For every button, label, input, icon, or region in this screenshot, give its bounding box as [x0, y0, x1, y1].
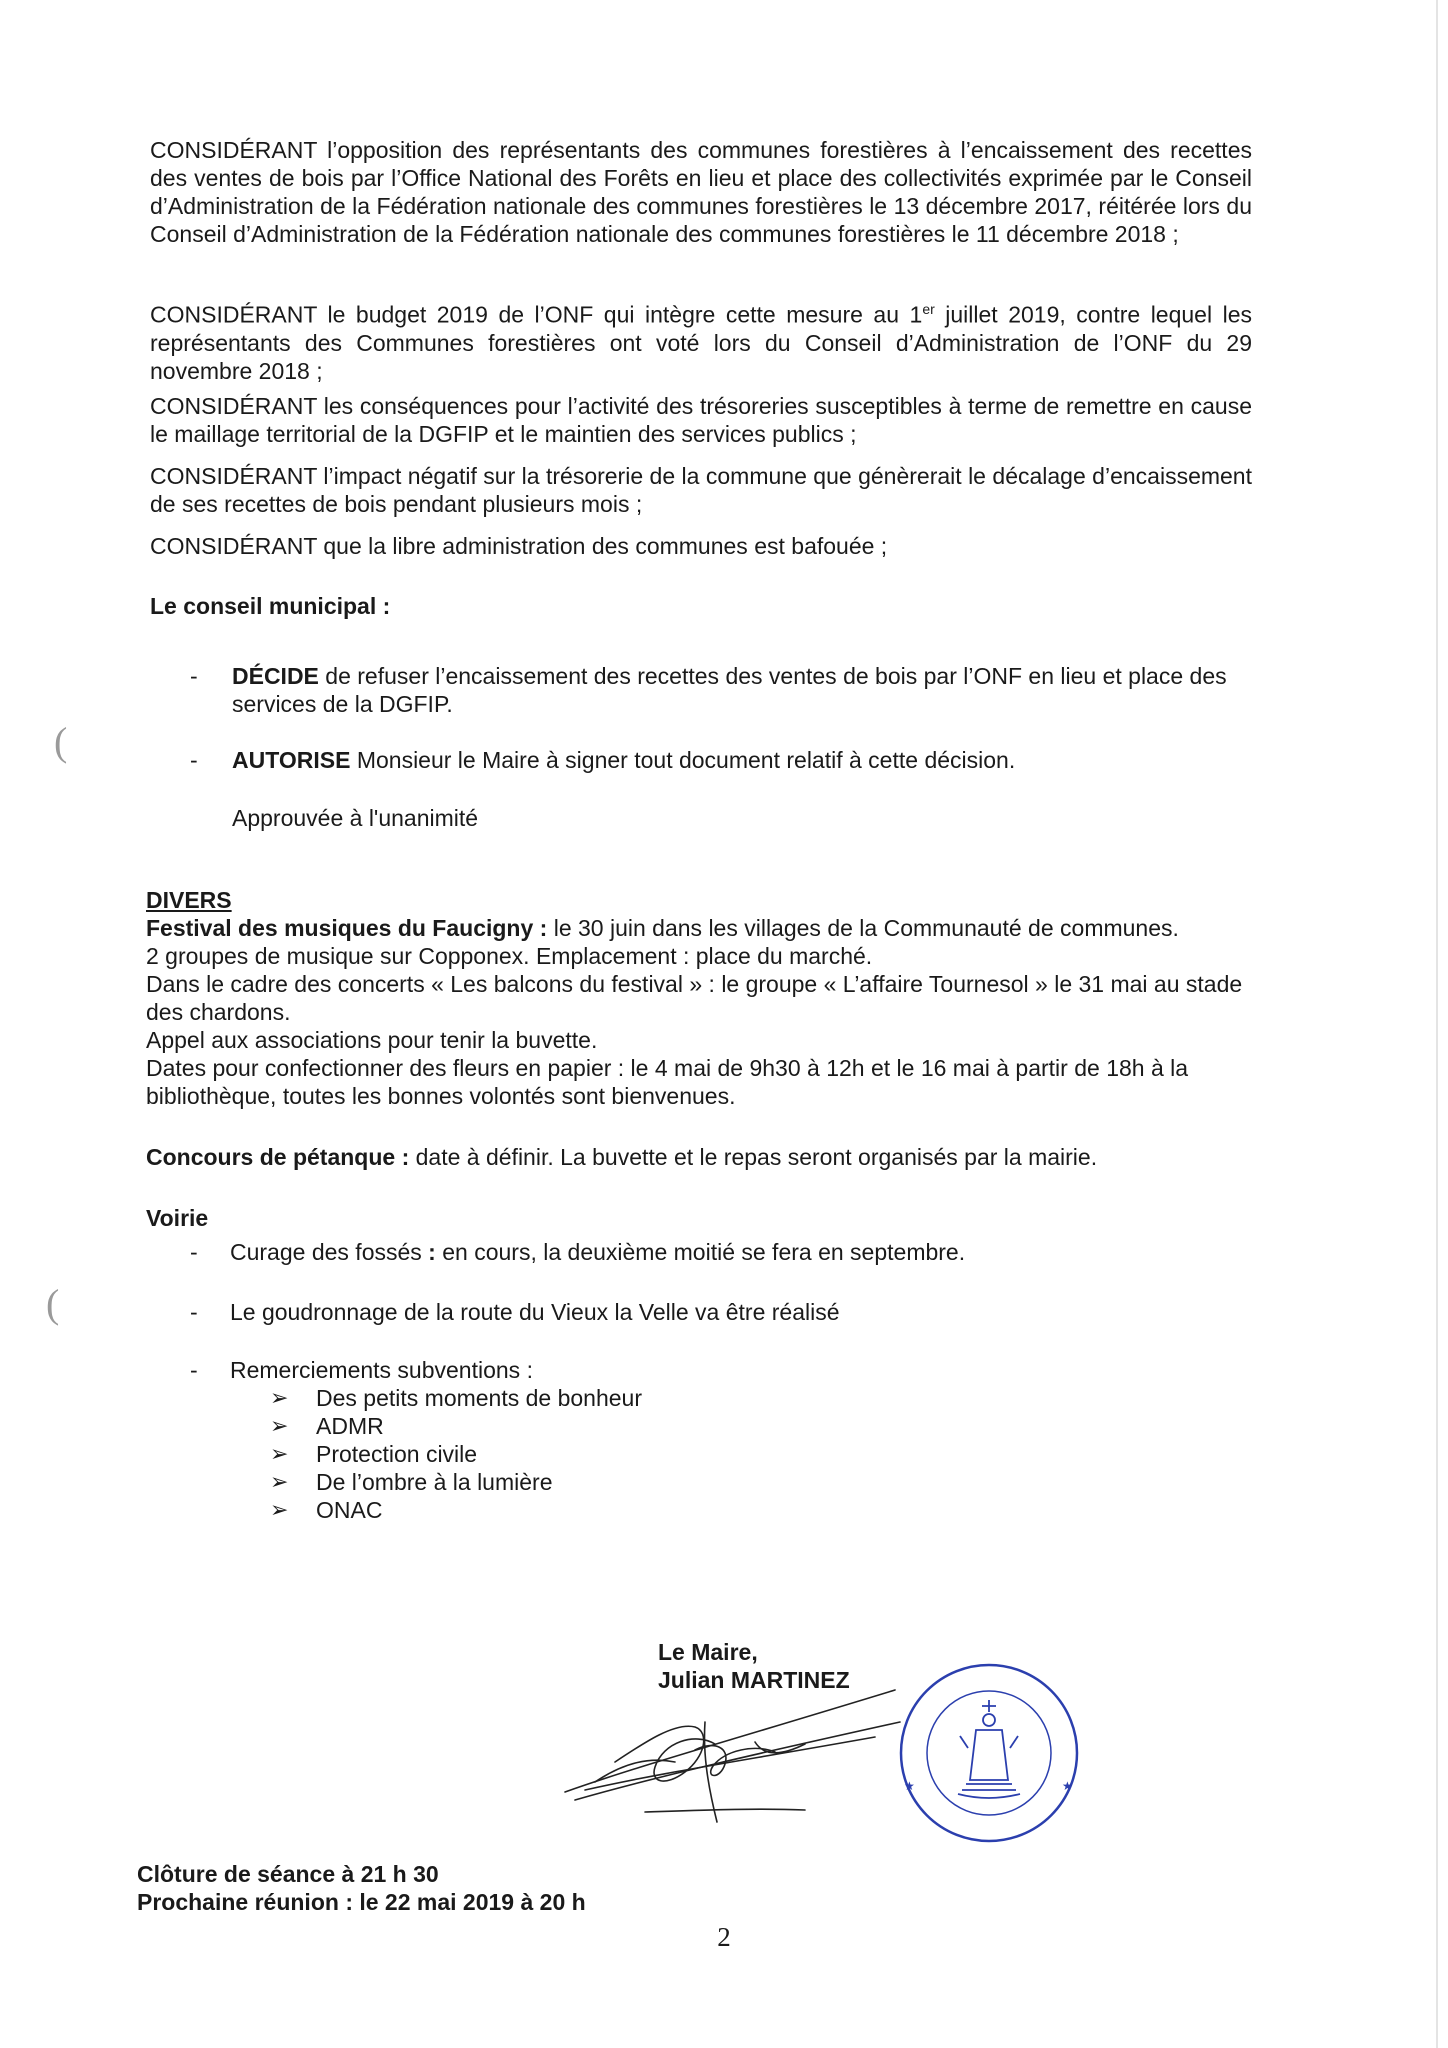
- dash-bullet: -: [190, 663, 198, 689]
- subvention-item: De l’ombre à la lumière: [316, 1469, 553, 1495]
- subvention-item: Protection civile: [316, 1441, 478, 1467]
- festival-line-2: 2 groupes de musique sur Copponex. Emplacement : place du marché.: [146, 943, 873, 969]
- signature-scribble: [555, 1682, 905, 1832]
- divers-heading: DIVERS: [146, 887, 232, 913]
- dash-bullet: -: [190, 1239, 198, 1265]
- arrow-bullet-icon: ➢: [270, 1441, 289, 1466]
- page-number: 2: [717, 1922, 731, 1952]
- scan-mark: (: [46, 1281, 60, 1326]
- goudronnage-item: Le goudronnage de la route du Vieux la Velle va être réalisé: [230, 1299, 840, 1325]
- petanque-paragraph: [146, 1143, 1248, 1171]
- arrow-bullet-icon: ➢: [270, 1413, 289, 1438]
- curage-text: en cours, la deuxième moitié se fera en septembre.: [435, 1239, 966, 1265]
- page-edge: [1436, 0, 1438, 2048]
- considerant-1: CONSIDÉRANT l’opposition des représentants des communes forestières à l’encaissement des recettes des ventes de bois par l’Office National des Forêts en lieu et place des collectivités exprimée par le Conseil d’Administration de la Fédération nationale des communes forestières le 13 décembre 2017, réitérée lors du Conseil d’Administration de la Fédération nationale des communes forestières le 11 décembre 2018 ;: [150, 137, 1252, 247]
- petanque-label: Concours de pétanque :: [146, 1144, 410, 1170]
- arrow-bullet-icon: ➢: [270, 1497, 289, 1522]
- star-icon: [904, 1779, 1073, 1793]
- authorise-text: Monsieur le Maire à signer tout document relatif à cette décision.: [350, 747, 1016, 773]
- subvention-item: Des petits moments de bonheur: [316, 1385, 643, 1411]
- remerciements-item: Remerciements subventions :: [230, 1357, 533, 1383]
- approval-text: Approuvée à l'unanimité: [232, 805, 479, 831]
- council-heading: Le conseil municipal :: [150, 593, 391, 619]
- stamp-rings: [901, 1665, 1077, 1841]
- curage-colon: :: [421, 1239, 436, 1265]
- signatory-name: Julian MARTINEZ: [658, 1667, 850, 1693]
- considerant-2-part-b: juillet 2019, contre lequel les représentants des Communes forestières ont voté lors du Conseil d’Administration de l’ONF du 29 novembre 2018 ;: [150, 301, 1252, 384]
- festival-line-3: Dans le cadre des concerts « Les balcons du festival » : le groupe « L’affaire Tournesol » le 31 mai au stade des chardons.: [146, 971, 1243, 1025]
- dash-bullet: -: [190, 1357, 198, 1383]
- subvention-item: ADMR: [316, 1413, 384, 1439]
- decide-keyword: DÉCIDE: [232, 663, 319, 689]
- voirie-heading: Voirie: [146, 1205, 209, 1231]
- considerant-3: CONSIDÉRANT les conséquences pour l’activité des trésoreries susceptibles à terme de remettre en cause le maillage territorial de la DGFIP et le maintien des services publics ;: [150, 393, 1252, 447]
- petanque-text: date à définir. La buvette et le repas seront organisés par la mairie.: [409, 1144, 1098, 1170]
- arrow-bullet-icon: ➢: [270, 1469, 289, 1494]
- decide-text: de refuser l’encaissement des recettes des ventes de bois par l’ONF en lieu et place des services de la DGFIP.: [232, 663, 1227, 717]
- svg-text:★: ★: [1062, 1779, 1073, 1793]
- considerant-2-part-a: CONSIDÉRANT le budget 2019 de l’ONF qui intègre cette mesure au 1: [150, 301, 923, 328]
- prochaine-reunion-text: Prochaine réunion : le 22 mai 2019 à 20 h: [137, 1889, 586, 1915]
- decide-item: [232, 662, 1252, 718]
- cloture-text: Clôture de séance à 21 h 30: [137, 1861, 439, 1887]
- dash-bullet: -: [190, 1299, 198, 1325]
- subvention-item: ONAC: [316, 1497, 383, 1523]
- svg-text:★: ★: [904, 1779, 915, 1793]
- festival-line-5: Dates pour confectionner des fleurs en papier : le 4 mai de 9h30 à 12h et le 16 mai à partir de 18h à la bibliothèque, toutes les bonnes volontés sont bienvenues.: [146, 1055, 1189, 1109]
- festival-label: Festival des musiques du Faucigny :: [146, 915, 548, 941]
- festival-line-1: le 30 juin dans les villages de la Communauté de communes.: [547, 915, 1179, 941]
- signatory-title: Le Maire,: [658, 1639, 758, 1665]
- dash-bullet: -: [190, 747, 198, 773]
- curage-item: [230, 1238, 965, 1266]
- scan-mark: (: [54, 719, 68, 764]
- considerant-4: CONSIDÉRANT l’impact négatif sur la trésorerie de la commune que génèrerait le décalage d’encaissement de ses recettes de bois pendant plusieurs mois ;: [150, 463, 1252, 517]
- festival-line-4: Appel aux associations pour tenir la buvette.: [146, 1027, 598, 1053]
- mairie-stamp: [896, 1660, 1082, 1846]
- arrow-bullet-icon: ➢: [270, 1385, 289, 1410]
- festival-paragraph: [146, 914, 1256, 1110]
- considerant-2: CONSIDÉRANT le budget 2019 de l’ONF qui intègre cette mesure au 1er juillet 2019, contre lequel les représentants des Communes forestières ont voté lors du Conseil d’Administration de l’ONF du 29 novembre 2018 ;: [150, 301, 1252, 384]
- considerant-5: CONSIDÉRANT que la libre administration des communes est bafouée ;: [150, 533, 888, 559]
- stamp-emblem: [958, 1700, 1020, 1798]
- authorise-keyword: AUTORISE: [232, 747, 351, 773]
- authorise-item: [232, 746, 1252, 774]
- curage-label: Curage des fossés: [230, 1239, 422, 1265]
